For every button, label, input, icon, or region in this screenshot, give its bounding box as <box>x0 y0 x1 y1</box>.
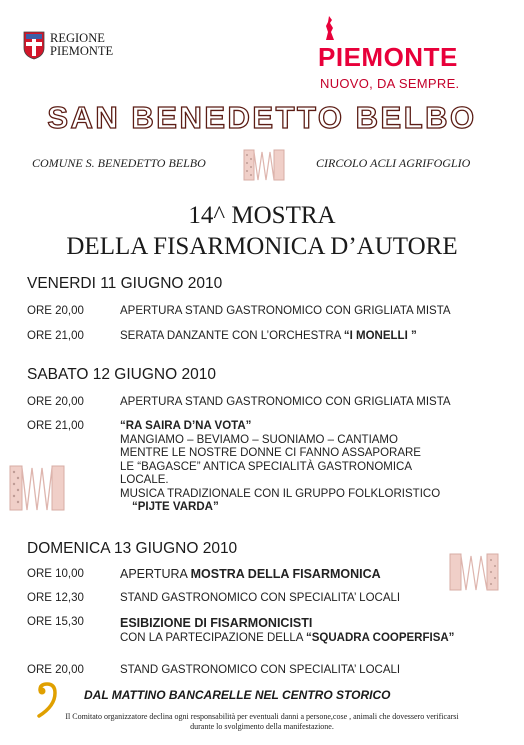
schedule-highlight: ESIBIZIONE DI FISARMONICISTI <box>120 616 313 630</box>
schedule-time: ORE 21,00 <box>27 330 84 342</box>
regione-shield-icon <box>22 30 46 60</box>
disclaimer <box>0 712 524 732</box>
disclaimer-line2: durante lo svolgimento della manifestazione. <box>190 722 334 731</box>
page-title: SAN BENEDETTO BELBO <box>47 100 477 135</box>
disclaimer-line1: Il Comitato organizzatore declina ogni responsabilità per eventuali danni a persone,cose , animali che dovessero verificarsi <box>65 712 459 721</box>
accordion-icon <box>6 460 68 520</box>
schedule-time: ORE 15,30 <box>27 616 84 628</box>
schedule-time: ORE 20,00 <box>27 396 84 408</box>
regione-logo-line1: REGIONE <box>50 31 105 45</box>
schedule-time: ORE 20,00 <box>27 305 84 317</box>
schedule-text: LOCALE. <box>120 474 169 486</box>
piemonte-figure-icon <box>320 14 342 42</box>
schedule-text: MANGIAMO – BEVIAMO – SUONIAMO – CANTIAMO <box>120 433 398 446</box>
organizer-right: CIRCOLO ACLI AGRIFOGLIO <box>316 156 471 170</box>
schedule-text: MUSICA TRADIZIONALE CON IL GRUPPO FOLKLORISTICO <box>120 487 441 500</box>
schedule-text: CON LA PARTECIPAZIONE DELLA <box>120 632 306 644</box>
schedule-time: ORE 10,00 <box>27 568 84 580</box>
schedule-text: MENTRE LE NOSTRE DONNE CI FANNO ASSAPORARE <box>120 447 421 459</box>
schedule-time: ORE 20,00 <box>27 664 84 676</box>
schedule-time: ORE 21,00 <box>27 420 84 432</box>
schedule-text: APERTURA STAND GASTRONOMICO CON GRIGLIATA MISTA <box>120 305 451 317</box>
regione-logo-line2: PIEMONTE <box>50 44 114 58</box>
day-heading-saturday: SABATO 12 GIUGNO 2010 <box>27 366 216 383</box>
organizer-left: COMUNE S. BENEDETTO BELBO <box>32 156 206 170</box>
schedule-highlight: “I MONELLI ” <box>343 330 417 342</box>
schedule-text: APERTURA STAND GASTRONOMICO CON GRIGLIATA MISTA <box>120 396 451 408</box>
schedule-highlight: “PIJTE VARDA” <box>132 501 219 513</box>
day-heading-friday: VENERDI 11 GIUGNO 2010 <box>27 275 223 292</box>
event-title <box>0 200 524 262</box>
schedule-text: APERTURA <box>120 567 191 581</box>
schedule-time: ORE 12,30 <box>27 592 84 604</box>
event-title-line2: DELLA FISARMONICA D’AUTORE <box>66 233 458 260</box>
accordion-icon <box>240 146 288 186</box>
piemonte-logo-tagline: NUOVO, DA SEMPRE. <box>320 76 460 91</box>
footer-note: DAL MATTINO BANCARELLE NEL CENTRO STORICO <box>84 688 391 702</box>
schedule-text: STAND GASTRONOMICO CON SPECIALITA’ LOCALI <box>120 592 401 604</box>
piemonte-brand-logo <box>314 14 464 94</box>
piemonte-logo-title: PIEMONTE <box>318 42 458 72</box>
schedule-text: STAND GASTRONOMICO CON SPECIALITA’ LOCALI <box>120 664 401 676</box>
schedule-highlight: “SQUADRA COOPERFISA” <box>305 632 455 644</box>
event-title-line1: 14^ MOSTRA <box>188 202 336 229</box>
regione-piemonte-logo <box>22 30 122 64</box>
schedule-highlight: “RA SAIRA D’NA VOTA” <box>120 420 252 432</box>
schedule-highlight: MOSTRA DELLA FISARMONICA <box>190 567 381 581</box>
schedule-text: LE “BAGASCE” ANTICA SPECIALITÀ GASTRONOMICA <box>120 460 413 473</box>
schedule-text: SERATA DANZANTE CON L’ORCHESTRA <box>120 330 344 342</box>
day-heading-sunday: DOMENICA 13 GIUGNO 2010 <box>27 540 238 557</box>
